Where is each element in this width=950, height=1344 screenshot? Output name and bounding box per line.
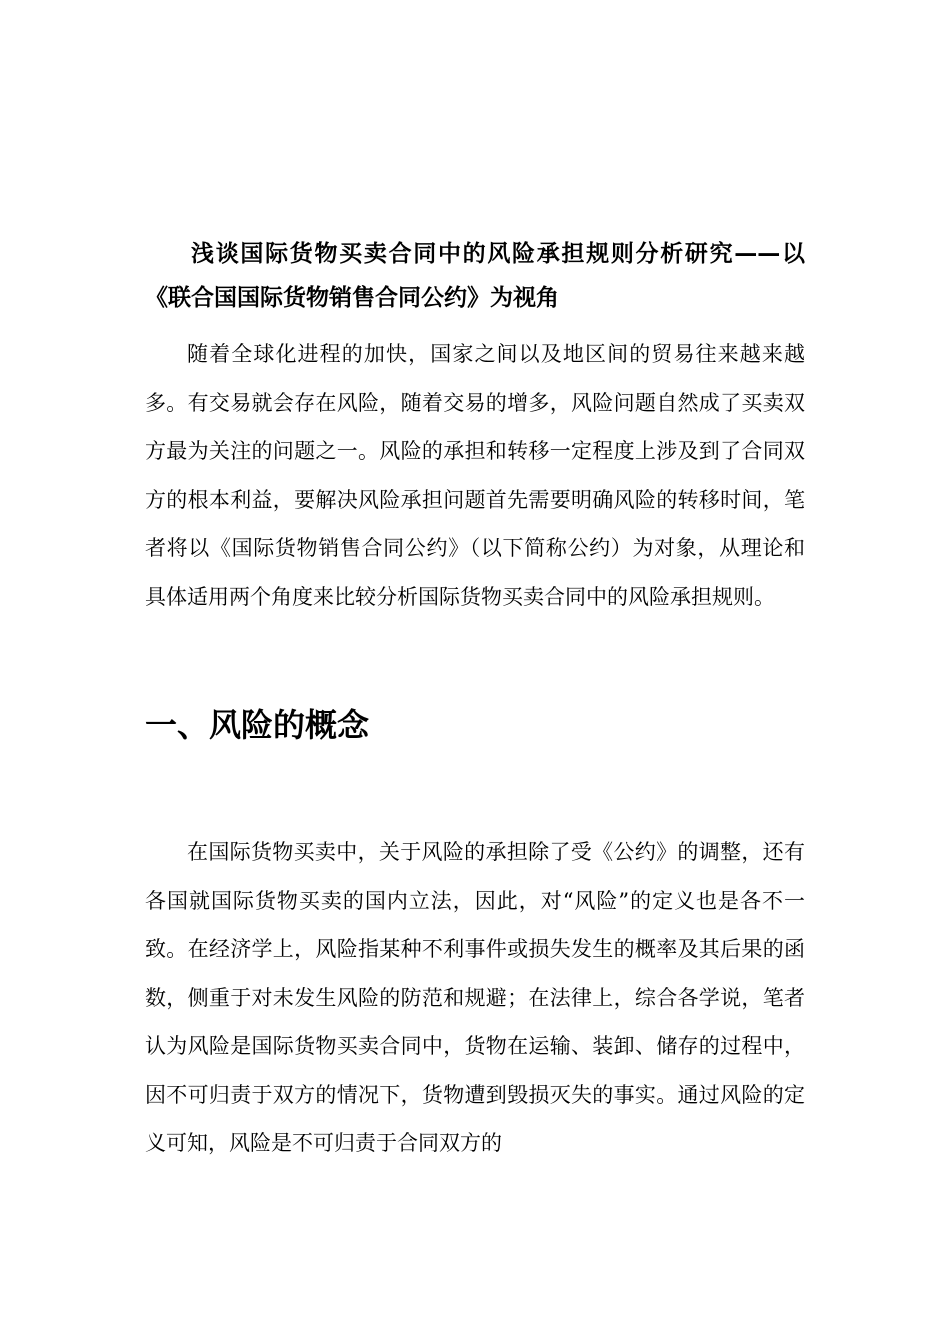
section-heading: 一、风险的概念 [145,706,370,744]
document-title: 浅谈国际货物买卖合同中的风险承担规则分析研究——以《联合国国际货物销售合同公约》为视角 [145,241,805,311]
intro-paragraph: 随着全球化进程的加快，国家之间以及地区间的贸易往来越来越多。有交易就会存在风险，随着交易的增多，风险问题自然成了买卖双方最为关注的问题之一。风险的承担和转移一定程度上涉及到了合同双方的根本利益，要解决风险承担问题首先需要明确风险的转移时间，笔者将以《国际货物销售合同公约》（以下简称公约）为对象，从理论和具体适用两个角度来比较分析国际货物买卖合同中的风险承担规则。 [145,342,805,609]
section-paragraph: 在国际货物买卖中，关于风险的承担除了受《公约》的调整，还有各国就国际货物买卖的国内立法，因此，对“风险”的定义也是各不一致。在经济学上，风险指某种不利事件或损失发生的概率及其后果的函数，侧重于对未发生风险的防范和规避；在法律上，综合各学说，笔者认为风险是国际货物买卖合同中，货物在运输、装卸、储存的过程中，因不可归责于双方的情况下，货物遭到毁损灭失的事实。通过风险的定义可知，风险是不可归责于合同双方的 [145,840,805,1155]
